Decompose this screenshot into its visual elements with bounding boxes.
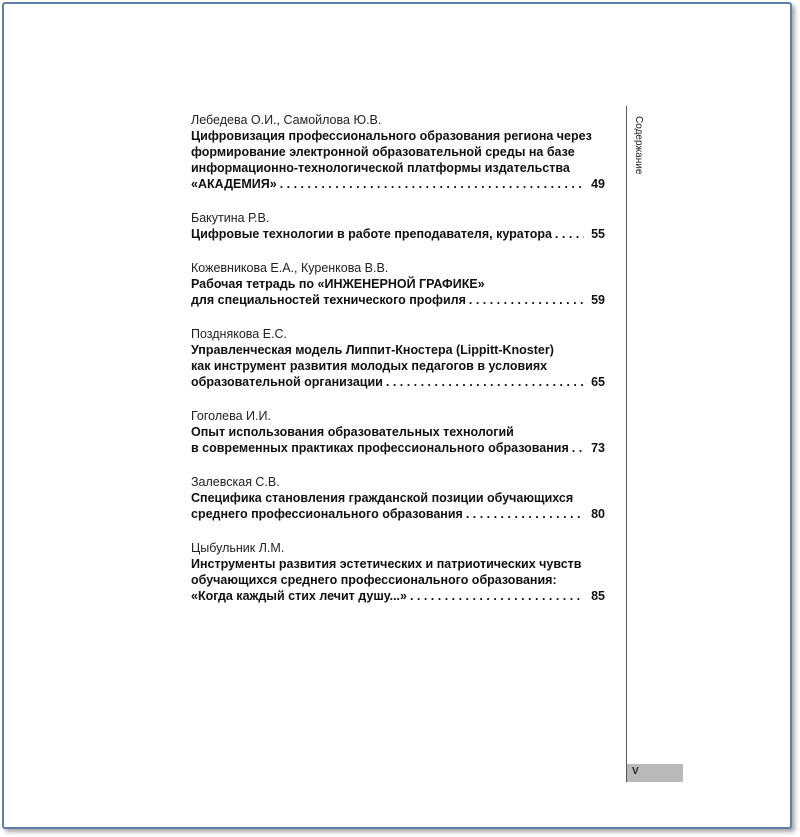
toc-title-line: Цифровизация профессионального образования региона через <box>191 129 592 143</box>
toc-title-line: для специальностей технического профиля <box>191 293 466 307</box>
toc-title-line: «Когда каждый стих лечит душу...» <box>191 589 407 603</box>
section-label: Содержание <box>633 116 644 175</box>
toc-author: Кожевникова Е.А., Куренкова В.В. <box>191 261 389 275</box>
table-of-contents <box>191 112 605 622</box>
toc-entry[interactable] <box>191 540 605 604</box>
toc-author: Позднякова Е.С. <box>191 327 288 341</box>
toc-title-line: «АКАДЕМИЯ» <box>191 177 277 191</box>
toc-last-line <box>191 226 605 242</box>
dot-leader <box>466 506 584 522</box>
toc-title-line: в современных практиках профессионального образования <box>191 441 569 455</box>
toc-last-line <box>191 176 605 192</box>
toc-page-number[interactable]: 73 <box>591 441 605 455</box>
toc-last-line <box>191 588 605 604</box>
toc-last-line <box>191 506 605 522</box>
toc-author: Бакутина Р.В. <box>191 211 270 225</box>
toc-page-number[interactable]: 59 <box>591 293 605 307</box>
toc-author: Гоголева И.И. <box>191 409 271 423</box>
toc-author: Цыбульник Л.М. <box>191 541 285 555</box>
toc-title-line: Опыт использования образовательных технологий <box>191 425 514 439</box>
toc-title-line: Цифровые технологии в работе преподавателя, куратора <box>191 227 552 241</box>
toc-page-number[interactable]: 65 <box>591 375 605 389</box>
dot-leader <box>386 374 584 390</box>
toc-last-line <box>191 440 605 456</box>
toc-title-line: Инструменты развития эстетических и патриотических чувств <box>191 557 582 571</box>
page-number-tab <box>627 764 683 782</box>
toc-entry[interactable] <box>191 112 605 192</box>
margin-rule <box>626 106 627 782</box>
toc-entry[interactable] <box>191 260 605 308</box>
toc-entry[interactable] <box>191 474 605 522</box>
page-number: V <box>632 766 639 777</box>
dot-leader <box>410 588 584 604</box>
toc-entry[interactable] <box>191 326 605 390</box>
toc-entry[interactable] <box>191 408 605 456</box>
dot-leader <box>572 440 584 456</box>
toc-author: Лебедева О.И., Самойлова Ю.В. <box>191 113 382 127</box>
toc-title-line: Специфика становления гражданской позиции обучающихся <box>191 491 574 505</box>
toc-page-number[interactable]: 85 <box>591 589 605 603</box>
toc-title-line: как инструмент развития молодых педагогов в условиях <box>191 359 548 373</box>
toc-page-number[interactable]: 55 <box>591 227 605 241</box>
dot-leader <box>469 292 584 308</box>
toc-entry[interactable] <box>191 210 605 242</box>
dot-leader <box>555 226 584 242</box>
toc-title-line: среднего профессионального образования <box>191 507 463 521</box>
toc-title-line: обучающихся среднего профессионального образования: <box>191 573 557 587</box>
toc-title-line: информационно-технологической платформы издательства <box>191 161 570 175</box>
toc-title-line: образовательной организации <box>191 375 383 389</box>
toc-page-number[interactable]: 80 <box>591 507 605 521</box>
toc-author: Залевская С.В. <box>191 475 280 489</box>
toc-page-number[interactable]: 49 <box>591 177 605 191</box>
toc-title-line: Управленческая модель Липпит-Кностера (Lippitt-Knoster) <box>191 343 554 357</box>
dot-leader <box>280 176 584 192</box>
toc-title-line: формирование электронной образовательной среды на базе <box>191 145 575 159</box>
toc-last-line <box>191 292 605 308</box>
toc-title-line: Рабочая тетрадь по «ИНЖЕНЕРНОЙ ГРАФИКЕ» <box>191 277 485 291</box>
toc-last-line <box>191 374 605 390</box>
